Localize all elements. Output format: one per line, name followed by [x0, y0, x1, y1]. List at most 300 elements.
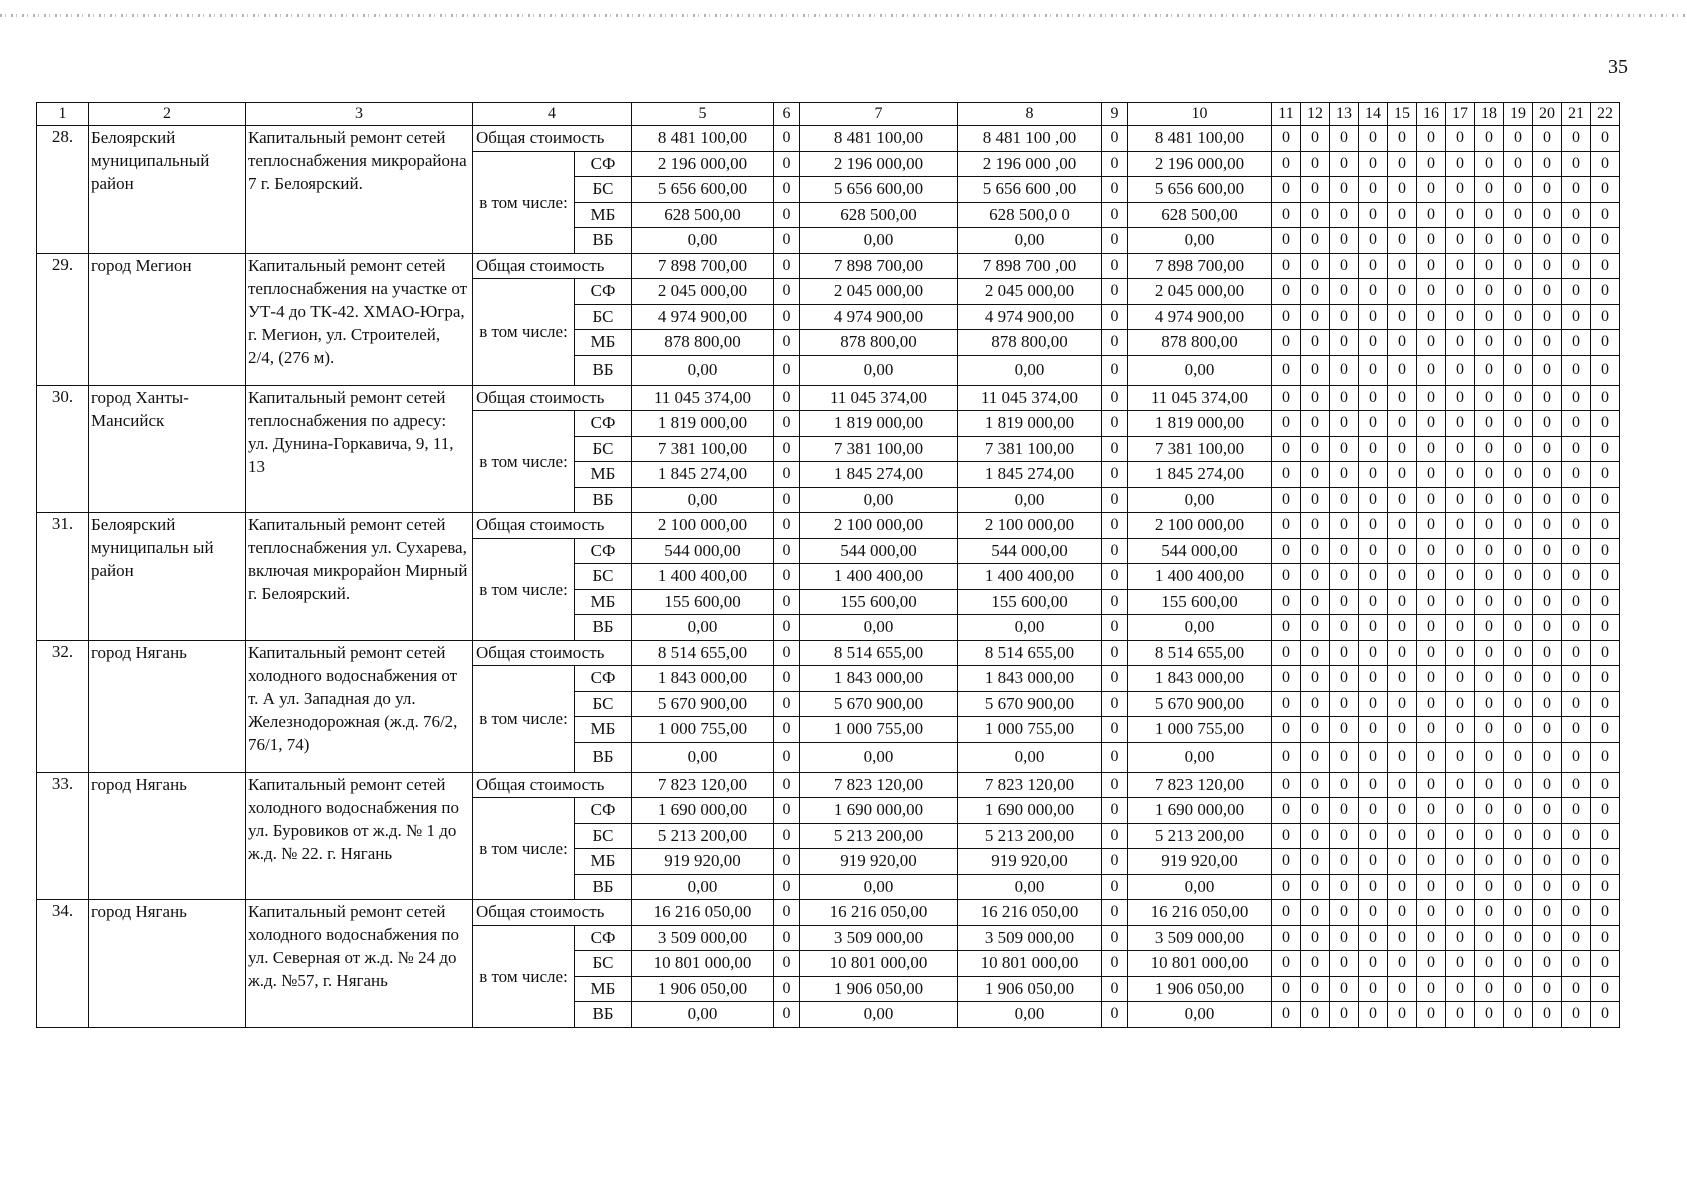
amount-col-5: 8 514 655,00 [632, 640, 774, 666]
amount-col-5: 155 600,00 [632, 589, 774, 615]
zero-cell-col-20: 0 [1533, 564, 1562, 590]
zero-cell-col-17: 0 [1446, 355, 1475, 385]
zero-cell-col-15: 0 [1388, 798, 1417, 824]
zero-cell-col-17: 0 [1446, 640, 1475, 666]
zero-cell-col-19: 0 [1504, 202, 1533, 228]
zero-cell-col-22: 0 [1591, 202, 1620, 228]
zero-cell-col-18: 0 [1475, 202, 1504, 228]
amount-col-8: 5 656 600 ,00 [958, 177, 1102, 203]
zero-cell-col-16: 0 [1417, 487, 1446, 513]
amount-col-10: 1 000 755,00 [1128, 717, 1272, 743]
zero-cell-col-19: 0 [1504, 640, 1533, 666]
zero-cell-col-13: 0 [1330, 772, 1359, 798]
amount-col-8: 2 045 000,00 [958, 279, 1102, 305]
zero-cell-col-12: 0 [1301, 798, 1330, 824]
amount-col-8: 10 801 000,00 [958, 951, 1102, 977]
column-header-7: 7 [800, 103, 958, 126]
amount-col-8: 544 000,00 [958, 538, 1102, 564]
row-number: 29. [37, 253, 89, 385]
amount-col-8: 2 100 000,00 [958, 513, 1102, 539]
amount-col-10: 1 690 000,00 [1128, 798, 1272, 824]
amount-col-7: 16 216 050,00 [800, 900, 958, 926]
zero-cell-col-14: 0 [1359, 691, 1388, 717]
zero-cell-col-18: 0 [1475, 151, 1504, 177]
amount-col-7: 2 100 000,00 [800, 513, 958, 539]
zero-cell-col-14: 0 [1359, 355, 1388, 385]
zero-cell-col-9: 0 [1102, 304, 1128, 330]
column-header-21: 21 [1562, 103, 1591, 126]
zero-cell-col-21: 0 [1562, 487, 1591, 513]
column-header-16: 16 [1417, 103, 1446, 126]
zero-cell-col-17: 0 [1446, 538, 1475, 564]
source-label-sf: СФ [575, 798, 632, 824]
zero-cell-col-11: 0 [1272, 462, 1301, 488]
row-number: 34. [37, 900, 89, 1028]
zero-cell-col-22: 0 [1591, 151, 1620, 177]
zero-cell-col-6: 0 [774, 900, 800, 926]
zero-cell-col-17: 0 [1446, 849, 1475, 875]
column-header-3: 3 [246, 103, 473, 126]
amount-col-7: 5 670 900,00 [800, 691, 958, 717]
zero-cell-col-12: 0 [1301, 538, 1330, 564]
zero-cell-col-14: 0 [1359, 742, 1388, 772]
zero-cell-col-16: 0 [1417, 691, 1446, 717]
zero-cell-col-6: 0 [774, 126, 800, 152]
zero-cell-col-12: 0 [1301, 564, 1330, 590]
zero-cell-col-17: 0 [1446, 253, 1475, 279]
zero-cell-col-15: 0 [1388, 462, 1417, 488]
zero-cell-col-17: 0 [1446, 487, 1475, 513]
zero-cell-col-19: 0 [1504, 330, 1533, 356]
zero-cell-col-12: 0 [1301, 742, 1330, 772]
zero-cell-col-17: 0 [1446, 564, 1475, 590]
zero-cell-col-19: 0 [1504, 411, 1533, 437]
zero-cell-col-14: 0 [1359, 589, 1388, 615]
table-row-30 [37, 385, 1620, 411]
zero-cell-col-17: 0 [1446, 151, 1475, 177]
zero-cell-col-21: 0 [1562, 279, 1591, 305]
amount-col-7: 5 656 600,00 [800, 177, 958, 203]
amount-col-8: 8 514 655,00 [958, 640, 1102, 666]
zero-cell-col-9: 0 [1102, 772, 1128, 798]
zero-cell-col-13: 0 [1330, 279, 1359, 305]
in-that-label: в том числе: [473, 798, 575, 900]
zero-cell-col-18: 0 [1475, 177, 1504, 203]
amount-col-7: 1 819 000,00 [800, 411, 958, 437]
zero-cell-col-20: 0 [1533, 900, 1562, 926]
zero-cell-col-15: 0 [1388, 411, 1417, 437]
zero-cell-col-11: 0 [1272, 151, 1301, 177]
zero-cell-col-13: 0 [1330, 615, 1359, 641]
zero-cell-col-9: 0 [1102, 126, 1128, 152]
row-number: 33. [37, 772, 89, 900]
zero-cell-col-17: 0 [1446, 1002, 1475, 1028]
page-number: 35 [1608, 56, 1628, 78]
amount-col-8: 8 481 100 ,00 [958, 126, 1102, 152]
amount-col-8: 1 906 050,00 [958, 976, 1102, 1002]
zero-cell-col-14: 0 [1359, 1002, 1388, 1028]
zero-cell-col-13: 0 [1330, 151, 1359, 177]
zero-cell-col-11: 0 [1272, 411, 1301, 437]
zero-cell-col-6: 0 [774, 615, 800, 641]
amount-col-8: 3 509 000,00 [958, 925, 1102, 951]
amount-col-8: 16 216 050,00 [958, 900, 1102, 926]
source-label-mb: МБ [575, 462, 632, 488]
zero-cell-col-21: 0 [1562, 564, 1591, 590]
zero-cell-col-15: 0 [1388, 691, 1417, 717]
source-label-vb: ВБ [575, 228, 632, 254]
amount-col-7: 0,00 [800, 487, 958, 513]
zero-cell-col-17: 0 [1446, 589, 1475, 615]
zero-cell-col-13: 0 [1330, 640, 1359, 666]
column-header-6: 6 [774, 103, 800, 126]
zero-cell-col-9: 0 [1102, 177, 1128, 203]
table-row-34 [37, 900, 1620, 926]
zero-cell-col-14: 0 [1359, 615, 1388, 641]
amount-col-10: 5 670 900,00 [1128, 691, 1272, 717]
amount-col-10: 1 906 050,00 [1128, 976, 1272, 1002]
zero-cell-col-18: 0 [1475, 925, 1504, 951]
zero-cell-col-21: 0 [1562, 304, 1591, 330]
zero-cell-col-11: 0 [1272, 742, 1301, 772]
zero-cell-col-12: 0 [1301, 385, 1330, 411]
project-description: Капитальный ремонт сетей холодного водоснабжения по ул. Буровиков от ж.д. № 1 до ж.д. № 22. г. Нягань [246, 772, 473, 900]
amount-col-7: 0,00 [800, 1002, 958, 1028]
zero-cell-col-16: 0 [1417, 742, 1446, 772]
amount-col-5: 2 196 000,00 [632, 151, 774, 177]
zero-cell-col-11: 0 [1272, 976, 1301, 1002]
zero-cell-col-20: 0 [1533, 228, 1562, 254]
zero-cell-col-12: 0 [1301, 202, 1330, 228]
zero-cell-col-16: 0 [1417, 538, 1446, 564]
amount-col-8: 11 045 374,00 [958, 385, 1102, 411]
zero-cell-col-21: 0 [1562, 589, 1591, 615]
amount-col-10: 1 400 400,00 [1128, 564, 1272, 590]
zero-cell-col-11: 0 [1272, 304, 1301, 330]
zero-cell-col-17: 0 [1446, 900, 1475, 926]
zero-cell-col-19: 0 [1504, 849, 1533, 875]
zero-cell-col-17: 0 [1446, 874, 1475, 900]
source-label-sf: СФ [575, 151, 632, 177]
zero-cell-col-21: 0 [1562, 798, 1591, 824]
zero-cell-col-14: 0 [1359, 177, 1388, 203]
zero-cell-col-11: 0 [1272, 666, 1301, 692]
zero-cell-col-17: 0 [1446, 228, 1475, 254]
source-label-bs: БС [575, 823, 632, 849]
amount-col-7: 1 845 274,00 [800, 462, 958, 488]
zero-cell-col-20: 0 [1533, 436, 1562, 462]
zero-cell-col-19: 0 [1504, 487, 1533, 513]
amount-col-5: 5 213 200,00 [632, 823, 774, 849]
zero-cell-col-9: 0 [1102, 228, 1128, 254]
zero-cell-col-19: 0 [1504, 279, 1533, 305]
zero-cell-col-13: 0 [1330, 823, 1359, 849]
zero-cell-col-16: 0 [1417, 330, 1446, 356]
zero-cell-col-20: 0 [1533, 976, 1562, 1002]
zero-cell-col-6: 0 [774, 304, 800, 330]
zero-cell-col-22: 0 [1591, 126, 1620, 152]
amount-col-8: 7 381 100,00 [958, 436, 1102, 462]
amount-col-5: 3 509 000,00 [632, 925, 774, 951]
zero-cell-col-18: 0 [1475, 589, 1504, 615]
zero-cell-col-20: 0 [1533, 691, 1562, 717]
amount-col-10: 7 381 100,00 [1128, 436, 1272, 462]
zero-cell-col-12: 0 [1301, 589, 1330, 615]
zero-cell-col-13: 0 [1330, 564, 1359, 590]
zero-cell-col-6: 0 [774, 640, 800, 666]
zero-cell-col-13: 0 [1330, 849, 1359, 875]
source-label-sf: СФ [575, 279, 632, 305]
zero-cell-col-18: 0 [1475, 691, 1504, 717]
zero-cell-col-21: 0 [1562, 640, 1591, 666]
total-cost-label: Общая стоимость [473, 772, 632, 798]
amount-col-7: 1 000 755,00 [800, 717, 958, 743]
zero-cell-col-11: 0 [1272, 228, 1301, 254]
zero-cell-col-22: 0 [1591, 900, 1620, 926]
zero-cell-col-18: 0 [1475, 126, 1504, 152]
amount-col-10: 155 600,00 [1128, 589, 1272, 615]
column-header-22: 22 [1591, 103, 1620, 126]
zero-cell-col-11: 0 [1272, 900, 1301, 926]
zero-cell-col-14: 0 [1359, 951, 1388, 977]
zero-cell-col-14: 0 [1359, 874, 1388, 900]
zero-cell-col-21: 0 [1562, 436, 1591, 462]
zero-cell-col-15: 0 [1388, 126, 1417, 152]
zero-cell-col-14: 0 [1359, 253, 1388, 279]
zero-cell-col-22: 0 [1591, 538, 1620, 564]
zero-cell-col-9: 0 [1102, 976, 1128, 1002]
amount-col-10: 628 500,00 [1128, 202, 1272, 228]
zero-cell-col-21: 0 [1562, 126, 1591, 152]
zero-cell-col-16: 0 [1417, 513, 1446, 539]
zero-cell-col-22: 0 [1591, 177, 1620, 203]
zero-cell-col-20: 0 [1533, 772, 1562, 798]
zero-cell-col-17: 0 [1446, 666, 1475, 692]
zero-cell-col-11: 0 [1272, 126, 1301, 152]
zero-cell-col-22: 0 [1591, 304, 1620, 330]
amount-col-5: 878 800,00 [632, 330, 774, 356]
zero-cell-col-16: 0 [1417, 1002, 1446, 1028]
zero-cell-col-17: 0 [1446, 742, 1475, 772]
zero-cell-col-17: 0 [1446, 330, 1475, 356]
zero-cell-col-19: 0 [1504, 1002, 1533, 1028]
header-row [37, 103, 1620, 126]
zero-cell-col-18: 0 [1475, 253, 1504, 279]
zero-cell-col-6: 0 [774, 436, 800, 462]
zero-cell-col-13: 0 [1330, 355, 1359, 385]
amount-col-7: 628 500,00 [800, 202, 958, 228]
zero-cell-col-9: 0 [1102, 411, 1128, 437]
zero-cell-col-6: 0 [774, 487, 800, 513]
column-header-8: 8 [958, 103, 1102, 126]
amount-col-5: 628 500,00 [632, 202, 774, 228]
zero-cell-col-20: 0 [1533, 615, 1562, 641]
zero-cell-col-13: 0 [1330, 589, 1359, 615]
table-row-31 [37, 513, 1620, 539]
amount-col-10: 5 656 600,00 [1128, 177, 1272, 203]
zero-cell-col-14: 0 [1359, 436, 1388, 462]
source-label-vb: ВБ [575, 487, 632, 513]
zero-cell-col-6: 0 [774, 151, 800, 177]
zero-cell-col-18: 0 [1475, 462, 1504, 488]
zero-cell-col-9: 0 [1102, 330, 1128, 356]
column-header-18: 18 [1475, 103, 1504, 126]
zero-cell-col-20: 0 [1533, 1002, 1562, 1028]
zero-cell-col-19: 0 [1504, 304, 1533, 330]
zero-cell-col-11: 0 [1272, 640, 1301, 666]
amount-col-7: 0,00 [800, 742, 958, 772]
zero-cell-col-11: 0 [1272, 823, 1301, 849]
zero-cell-col-11: 0 [1272, 717, 1301, 743]
column-header-20: 20 [1533, 103, 1562, 126]
zero-cell-col-11: 0 [1272, 874, 1301, 900]
zero-cell-col-13: 0 [1330, 1002, 1359, 1028]
amount-col-5: 1 819 000,00 [632, 411, 774, 437]
source-label-bs: БС [575, 177, 632, 203]
zero-cell-col-6: 0 [774, 253, 800, 279]
amount-col-7: 8 514 655,00 [800, 640, 958, 666]
zero-cell-col-6: 0 [774, 925, 800, 951]
amount-col-10: 919 920,00 [1128, 849, 1272, 875]
zero-cell-col-17: 0 [1446, 126, 1475, 152]
zero-cell-col-11: 0 [1272, 951, 1301, 977]
zero-cell-col-21: 0 [1562, 976, 1591, 1002]
column-header-19: 19 [1504, 103, 1533, 126]
zero-cell-col-13: 0 [1330, 304, 1359, 330]
amount-col-5: 11 045 374,00 [632, 385, 774, 411]
zero-cell-col-21: 0 [1562, 355, 1591, 385]
zero-cell-col-11: 0 [1272, 436, 1301, 462]
zero-cell-col-12: 0 [1301, 666, 1330, 692]
zero-cell-col-14: 0 [1359, 849, 1388, 875]
zero-cell-col-14: 0 [1359, 925, 1388, 951]
zero-cell-col-16: 0 [1417, 355, 1446, 385]
zero-cell-col-18: 0 [1475, 279, 1504, 305]
zero-cell-col-19: 0 [1504, 717, 1533, 743]
zero-cell-col-21: 0 [1562, 1002, 1591, 1028]
zero-cell-col-14: 0 [1359, 640, 1388, 666]
zero-cell-col-11: 0 [1272, 772, 1301, 798]
zero-cell-col-16: 0 [1417, 436, 1446, 462]
zero-cell-col-14: 0 [1359, 564, 1388, 590]
zero-cell-col-11: 0 [1272, 355, 1301, 385]
zero-cell-col-19: 0 [1504, 615, 1533, 641]
zero-cell-col-12: 0 [1301, 874, 1330, 900]
row-number: 28. [37, 126, 89, 254]
zero-cell-col-20: 0 [1533, 355, 1562, 385]
amount-col-7: 544 000,00 [800, 538, 958, 564]
zero-cell-col-12: 0 [1301, 151, 1330, 177]
amount-col-10: 1 843 000,00 [1128, 666, 1272, 692]
zero-cell-col-16: 0 [1417, 411, 1446, 437]
total-cost-label: Общая стоимость [473, 513, 632, 539]
zero-cell-col-11: 0 [1272, 279, 1301, 305]
zero-cell-col-15: 0 [1388, 177, 1417, 203]
zero-cell-col-6: 0 [774, 385, 800, 411]
zero-cell-col-9: 0 [1102, 874, 1128, 900]
zero-cell-col-17: 0 [1446, 823, 1475, 849]
column-header-11: 11 [1272, 103, 1301, 126]
zero-cell-col-20: 0 [1533, 538, 1562, 564]
amount-col-5: 10 801 000,00 [632, 951, 774, 977]
zero-cell-col-15: 0 [1388, 151, 1417, 177]
zero-cell-col-13: 0 [1330, 951, 1359, 977]
zero-cell-col-15: 0 [1388, 772, 1417, 798]
zero-cell-col-14: 0 [1359, 717, 1388, 743]
total-cost-label: Общая стоимость [473, 126, 632, 152]
amount-col-5: 7 898 700,00 [632, 253, 774, 279]
zero-cell-col-16: 0 [1417, 823, 1446, 849]
municipality-name: город Нягань [89, 900, 246, 1028]
zero-cell-col-19: 0 [1504, 798, 1533, 824]
zero-cell-col-12: 0 [1301, 951, 1330, 977]
zero-cell-col-22: 0 [1591, 589, 1620, 615]
zero-cell-col-18: 0 [1475, 717, 1504, 743]
zero-cell-col-21: 0 [1562, 462, 1591, 488]
zero-cell-col-12: 0 [1301, 487, 1330, 513]
zero-cell-col-19: 0 [1504, 823, 1533, 849]
amount-col-8: 1 845 274,00 [958, 462, 1102, 488]
amount-col-5: 1 000 755,00 [632, 717, 774, 743]
amount-col-8: 0,00 [958, 228, 1102, 254]
amount-col-5: 5 656 600,00 [632, 177, 774, 203]
zero-cell-col-15: 0 [1388, 355, 1417, 385]
amount-col-8: 878 800,00 [958, 330, 1102, 356]
zero-cell-col-6: 0 [774, 666, 800, 692]
zero-cell-col-12: 0 [1301, 900, 1330, 926]
zero-cell-col-21: 0 [1562, 823, 1591, 849]
zero-cell-col-22: 0 [1591, 228, 1620, 254]
amount-col-5: 0,00 [632, 874, 774, 900]
zero-cell-col-18: 0 [1475, 849, 1504, 875]
amount-col-10: 3 509 000,00 [1128, 925, 1272, 951]
amount-col-7: 3 509 000,00 [800, 925, 958, 951]
zero-cell-col-14: 0 [1359, 330, 1388, 356]
zero-cell-col-9: 0 [1102, 513, 1128, 539]
amount-col-8: 0,00 [958, 742, 1102, 772]
zero-cell-col-16: 0 [1417, 177, 1446, 203]
amount-col-10: 878 800,00 [1128, 330, 1272, 356]
zero-cell-col-15: 0 [1388, 900, 1417, 926]
amount-col-7: 0,00 [800, 874, 958, 900]
zero-cell-col-20: 0 [1533, 304, 1562, 330]
zero-cell-col-9: 0 [1102, 202, 1128, 228]
zero-cell-col-17: 0 [1446, 951, 1475, 977]
column-header-15: 15 [1388, 103, 1417, 126]
amount-col-10: 7 823 120,00 [1128, 772, 1272, 798]
amount-col-7: 7 898 700,00 [800, 253, 958, 279]
project-description: Капитальный ремонт сетей теплоснабжения на участке от УТ-4 до ТК-42. ХМАО-Югра, г. Мегион, ул. Строителей, 2/4, (276 м). [246, 253, 473, 385]
zero-cell-col-22: 0 [1591, 951, 1620, 977]
in-that-label: в том числе: [473, 151, 575, 253]
amount-col-8: 4 974 900,00 [958, 304, 1102, 330]
zero-cell-col-14: 0 [1359, 202, 1388, 228]
amount-col-7: 1 843 000,00 [800, 666, 958, 692]
zero-cell-col-9: 0 [1102, 615, 1128, 641]
zero-cell-col-22: 0 [1591, 823, 1620, 849]
zero-cell-col-15: 0 [1388, 849, 1417, 875]
zero-cell-col-12: 0 [1301, 436, 1330, 462]
zero-cell-col-17: 0 [1446, 279, 1475, 305]
zero-cell-col-22: 0 [1591, 976, 1620, 1002]
amount-col-5: 4 974 900,00 [632, 304, 774, 330]
source-label-mb: МБ [575, 330, 632, 356]
zero-cell-col-20: 0 [1533, 411, 1562, 437]
zero-cell-col-21: 0 [1562, 951, 1591, 977]
zero-cell-col-18: 0 [1475, 330, 1504, 356]
zero-cell-col-9: 0 [1102, 823, 1128, 849]
zero-cell-col-6: 0 [774, 330, 800, 356]
